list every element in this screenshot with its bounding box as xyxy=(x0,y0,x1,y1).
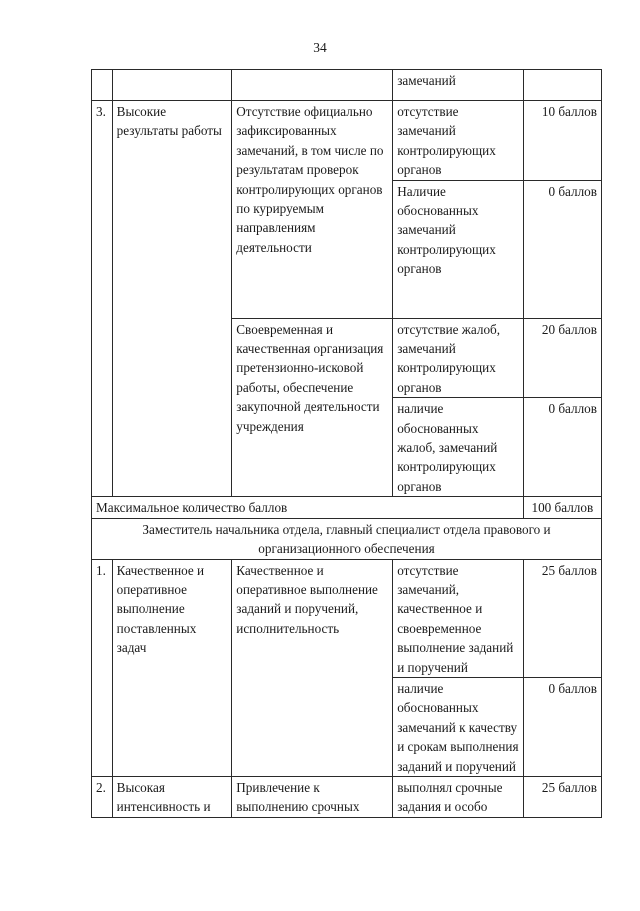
indicator-cell: Отсутствие официально зафиксированных замечаний, в том числе по результатам проверок контролирующих органов по курируемым направлениям деятельности xyxy=(232,101,393,319)
evaluation-criteria-table xyxy=(91,69,602,818)
cell-empty xyxy=(232,70,393,101)
table-row xyxy=(92,559,602,677)
table-row xyxy=(92,101,602,181)
criterion-name: Высокая интенсивность и xyxy=(112,776,232,817)
indicator-cell: Привлечение к выполнению срочных xyxy=(232,776,393,817)
condition-cell: замечаний xyxy=(393,70,523,101)
condition-cell: отсутствие жалоб, замечаний контролирующих органов xyxy=(393,318,523,398)
condition-cell: отсутствие замечаний, качественное и своевременное выполнение заданий и поручений xyxy=(393,559,523,677)
table-row-continuation xyxy=(92,70,602,101)
condition-cell: наличие обоснованных жалоб, замечаний контролирующих органов xyxy=(393,398,523,497)
points-cell: 0 баллов xyxy=(523,677,601,776)
indicator-cell: Качественное и оперативное выполнение заданий и поручений, исполнительность xyxy=(232,559,393,776)
criterion-name: Качественное и оперативное выполнение поставленных задач xyxy=(112,559,232,776)
indicator-cell: Своевременная и качественная организация претензионно-исковой работы, обеспечение закупочной деятельности учреждения xyxy=(232,318,393,497)
max-score-label: Максимальное количество баллов xyxy=(92,497,524,518)
condition-cell: выполнял срочные задания и особо xyxy=(393,776,523,817)
condition-cell: наличие обоснованных замечаний к качеству и срокам выполнения заданий и поручений xyxy=(393,677,523,776)
max-score-value: 100 баллов xyxy=(523,497,601,518)
points-cell: 20 баллов xyxy=(523,318,601,398)
cell-empty xyxy=(92,70,113,101)
criterion-name: Высокие результаты работы xyxy=(112,101,232,497)
points-cell: 0 баллов xyxy=(523,180,601,318)
points-cell: 25 баллов xyxy=(523,559,601,677)
points-cell: 25 баллов xyxy=(523,776,601,817)
condition-cell: отсутствие замечаний контролирующих органов xyxy=(393,101,523,181)
criterion-number: 3. xyxy=(92,101,113,497)
points-cell: 0 баллов xyxy=(523,398,601,497)
points-cell: 10 баллов xyxy=(523,101,601,181)
section-header-row xyxy=(92,518,602,559)
criterion-number: 2. xyxy=(92,776,113,817)
cell-empty xyxy=(112,70,232,101)
criterion-number: 1. xyxy=(92,559,113,776)
max-score-row xyxy=(92,497,602,518)
section-title: Заместитель начальника отдела, главный специалист отдела правового и организационного обеспечения xyxy=(92,518,602,559)
table-row xyxy=(92,776,602,817)
condition-cell: Наличие обоснованных замечаний контролирующих органов xyxy=(393,180,523,318)
cell-empty xyxy=(523,70,601,101)
page-number: 34 xyxy=(313,40,327,55)
